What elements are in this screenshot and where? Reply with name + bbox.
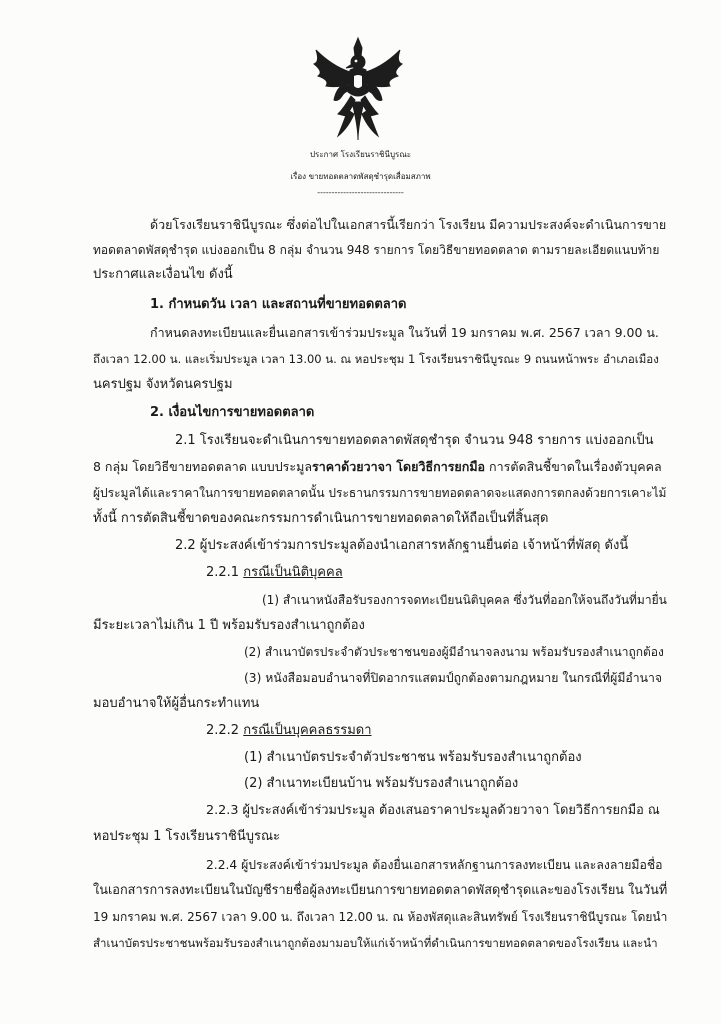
clause-2-2-2-number: 2.2.2	[206, 723, 244, 738]
clause-2-2-3-line-2: หอประชุม 1 โรงเรียนราชินีบูรณะ	[93, 829, 281, 844]
clause-2-2-1-title: กรณีเป็นนิติบุคคล	[243, 565, 343, 580]
clause-2-1-line-2	[93, 458, 662, 476]
clause-2-2-4-line-1: 2.2.4 ผู้ประสงค์เข้าร่วมประมูล ต้องยื่นเอกสารหลักฐานการลงทะเบียน และลงลายมือชื่อ	[206, 858, 663, 872]
section-1-line-2: ถึงเวลา 12.00 น. และเริ่มประมูล เวลา 13.00 น. ณ หอประชุม 1 โรงเรียนราชินีบูรณะ 9 ถนนหน้าพระ อำเภอเมือง	[93, 352, 659, 366]
clause-2-2-1-item-3-line-1: (3) หนังสือมอบอำนาจที่ปิดอากรแสตมป์ถูกต้องตามกฎหมาย ในกรณีที่ผู้มีอำนาจ	[244, 671, 663, 685]
clause-2-2-1-item-3-line-2: มอบอำนาจให้ผู้อื่นกระทำแทน	[93, 696, 260, 711]
clause-2-1-line-2c: การตัดสินชี้ขาดในเรื่องตัวบุคคล	[485, 459, 662, 474]
clause-2-2-2-item-1: (1) สำเนาบัตรประจำตัวประชาชน พร้อมรับรองสำเนาถูกต้อง	[244, 750, 582, 765]
clause-2-2-2-heading	[206, 722, 372, 740]
clause-2-1-auction-method: ราคาด้วยวาจา โดยวิธีการยกมือ	[312, 459, 486, 474]
header-divider: ------------------------------	[317, 188, 404, 197]
intro-line-1: ด้วยโรงเรียนราชินีบูรณะ ซึ่งต่อไปในเอกสารนี้เรียกว่า โรงเรียน มีความประสงค์จะดำเนินการขาย	[150, 217, 667, 232]
clause-2-2: 2.2 ผู้ประสงค์เข้าร่วมการประมูลต้องนำเอกสารหลักฐานยื่นต่อ เจ้าหน้าที่พัสดุ ดังนี้	[175, 538, 629, 553]
section-1-heading: 1. กำหนดวัน เวลา และสถานที่ขายทอดตลาด	[150, 297, 407, 312]
clause-2-2-4-line-4: สำเนาบัตรประชาชนพร้อมรับรองสำเนาถูกต้องมามอบให้แก่เจ้าหน้าที่ดำเนินการขายทอดตลาดของโรงเรียน และนำ	[93, 936, 658, 950]
clause-2-2-1-item-1-line-2: มีระยะเวลาไม่เกิน 1 ปี พร้อมรับรองสำเนาถูกต้อง	[93, 618, 365, 633]
clause-2-2-1-number: 2.2.1	[206, 565, 244, 580]
announcement-title: ประกาศ โรงเรียนราชินีบูรณะ	[309, 150, 412, 159]
section-2-heading: 2. เงื่อนไขการขายทอดตลาด	[150, 405, 315, 420]
clause-2-2-2-title: กรณีเป็นบุคคลธรรมดา	[243, 723, 372, 738]
section-1-line-1: กำหนดลงทะเบียนและยื่นเอกสารเข้าร่วมประมูล ในวันที่ 19 มกราคม พ.ศ. 2567 เวลา 9.00 น.	[150, 325, 659, 340]
clause-2-2-3-line-1: 2.2.3 ผู้ประสงค์เข้าร่วมประมูล ต้องเสนอราคาประมูลด้วยวาจา โดยวิธีการยกมือ ณ	[206, 803, 660, 818]
announcement-subject: เรื่อง ขายทอดตลาดพัสดุชำรุดเสื่อมสภาพ	[290, 172, 431, 181]
clause-2-2-2-item-2: (2) สำเนาทะเบียนบ้าน พร้อมรับรองสำเนาถูกต้อง	[244, 776, 519, 791]
clause-2-2-4-line-2: ในเอกสารการลงทะเบียนในบัญชีรายชื่อผู้ลงทะเบียนการขายทอดตลาดพัสดุชำรุดและของโรงเรียน ในวันที่	[93, 883, 668, 898]
clause-2-2-4-line-3: 19 มกราคม พ.ศ. 2567 เวลา 9.00 น. ถึงเวลา 12.00 น. ณ ห้องพัสดุและสินทรัพย์ โรงเรียนราชินีบูรณะ โดยนำ	[93, 910, 668, 924]
clause-2-1-line-1: 2.1 โรงเรียนจะดำเนินการขายทอดตลาดพัสดุชำรุด จำนวน 948 รายการ แบ่งออกเป็น	[175, 433, 654, 448]
clause-2-2-1-item-2: (2) สำเนาบัตรประจำตัวประชาชนของผู้มีอำนาจลงนาม พร้อมรับรองสำเนาถูกต้อง	[244, 645, 664, 659]
clause-2-2-1-heading	[206, 564, 343, 582]
clause-2-1-line-2a: 8 กลุ่ม โดยวิธีขายทอดตลาด แบบประมูล	[93, 459, 313, 474]
clause-2-2-1-item-1-line-1: (1) สำเนาหนังสือรับรองการจดทะเบียนนิติบุคคล ซึ่งวันที่ออกให้จนถึงวันที่มายื่น	[262, 593, 667, 607]
garuda-emblem-icon	[308, 36, 408, 142]
intro-line-3: ประกาศและเงื่อนไข ดังนี้	[93, 267, 233, 282]
clause-2-1-line-4: ทั้งนี้ การตัดสินชี้ขาดของคณะกรรมการดำเนินการขายทอดตลาดให้ถือเป็นที่สิ้นสุด	[93, 511, 549, 526]
section-1-line-3: นครปฐม จังหวัดนครปฐม	[93, 377, 233, 392]
clause-2-1-line-3: ผู้ประมูลได้และราคาในการขายทอดตลาดนั้น ประธานกรรมการขายทอดตลาดจะแสดงการตกลงด้วยการเคาะไม้	[93, 486, 667, 500]
intro-line-2: ทอดตลาดพัสดุชำรุด แบ่งออกเป็น 8 กลุ่ม จำนวน 948 รายการ โดยวิธีขายทอดตลาด ตามรายละเอียดแนบท้าย	[93, 243, 660, 257]
